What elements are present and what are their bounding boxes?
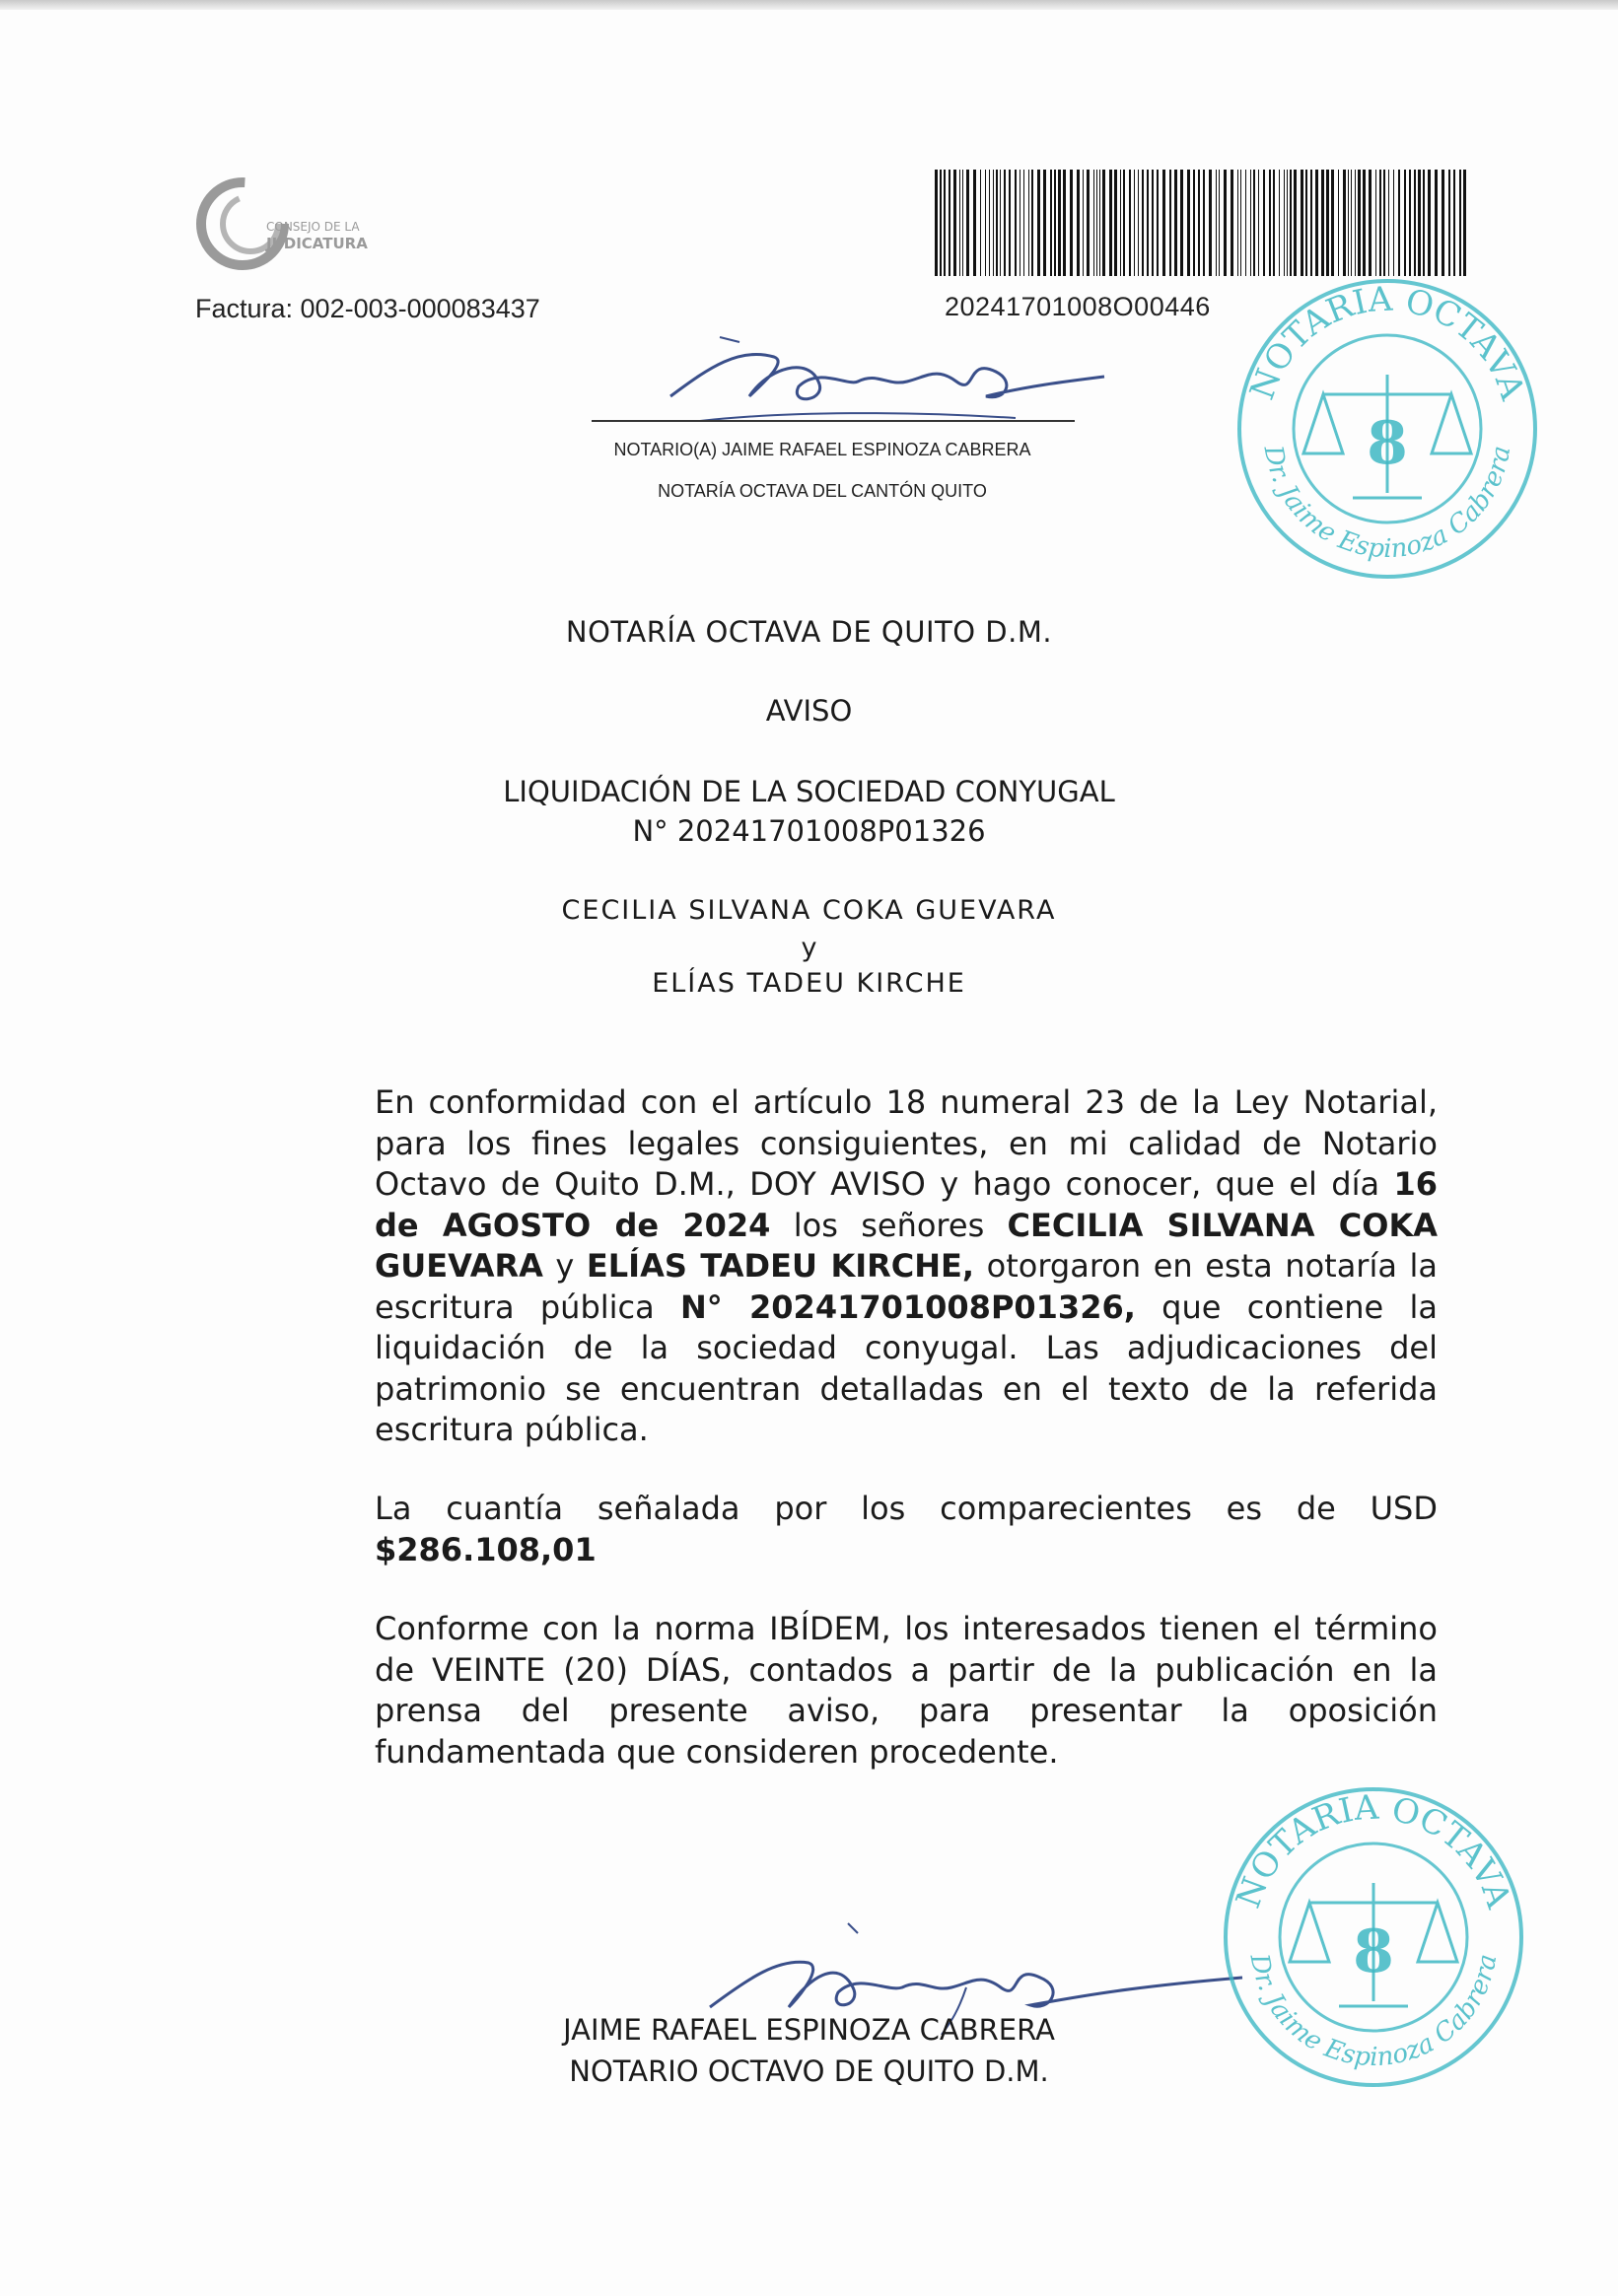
barcode-bar [1058, 170, 1061, 276]
barcode-number: 20241701008O00446 [945, 292, 1211, 321]
notary-office-small: NOTARÍA OCTAVA DEL CANTÓN QUITO [658, 481, 987, 501]
barcode-bar [953, 170, 956, 276]
barcode-bar [1294, 170, 1297, 276]
barcode-bar [1343, 170, 1346, 276]
barcode-bar [935, 170, 938, 276]
barcode-bar [1087, 170, 1090, 276]
barcode-bar [1418, 170, 1421, 276]
seal-bottom-text-bottom: Dr. Jaime Espinoza Cabrera [1243, 1951, 1504, 2073]
barcode-bar [980, 170, 981, 276]
barcode-bar [1015, 170, 1017, 276]
barcode-bar [1187, 170, 1190, 276]
barcode-bar [1129, 170, 1131, 276]
barcode-bar [1070, 170, 1073, 276]
barcode-bar [940, 170, 942, 276]
barcode-bar [985, 170, 986, 276]
barcode-bar [1240, 170, 1241, 276]
barcode-bar [1063, 170, 1066, 276]
barcode-bar [1398, 170, 1400, 276]
barcode-bar [1263, 170, 1265, 276]
seal-top-text-bottom: NOTARIA OCTAVA [1229, 1787, 1518, 1913]
barcode-bar [1393, 170, 1394, 276]
seal-top-text: NOTARIA OCTAVA [1242, 279, 1532, 405]
barcode-bar [1428, 170, 1431, 276]
barcode-bar [949, 170, 950, 276]
barcode-bar [1152, 170, 1154, 276]
barcode-bar [1355, 170, 1356, 276]
barcode-bar [1114, 170, 1117, 276]
barcode-bar [1363, 170, 1366, 276]
barcode-bar [1442, 170, 1444, 276]
barcode-bar [1388, 170, 1389, 276]
barcode-bar [1379, 170, 1381, 276]
amount-value: $286.108,01 [375, 1530, 597, 1568]
barcode-bar [1351, 170, 1352, 276]
barcode-bar [1279, 170, 1280, 276]
signer-title: NOTARIO OCTAVO DE QUITO D.M. [569, 2054, 1049, 2088]
barcode-bar [1237, 170, 1238, 276]
barcode-bar [1162, 170, 1165, 276]
conjunction-heading: y [801, 933, 817, 963]
barcode-bar [996, 170, 998, 276]
barcode-bar [1463, 170, 1466, 276]
barcode-bar [1193, 170, 1195, 276]
barcode-bar [1224, 170, 1227, 276]
barcode-bar [1054, 170, 1056, 276]
barcode-bar [1404, 170, 1406, 276]
barcode-bar [1409, 170, 1411, 276]
barcode-bar [1219, 170, 1220, 276]
barcode-bar [1134, 170, 1135, 276]
barcode-bar [1093, 170, 1094, 276]
barcode-bar [1273, 170, 1275, 276]
barcode-bar [1099, 170, 1100, 276]
barcode-bar [1180, 170, 1183, 276]
barcode-bar [1031, 170, 1033, 276]
barcode-bar [1315, 170, 1318, 276]
signature-line [592, 420, 1075, 422]
party-two-heading: ELÍAS TADEU KIRCHE [652, 968, 966, 999]
barcode-bar [1358, 170, 1361, 276]
barcode-bar [1023, 170, 1024, 276]
barcode-bar [973, 170, 976, 276]
barcode-bar [944, 170, 946, 276]
barcode-bar [1028, 170, 1029, 276]
barcode-bar [1253, 170, 1255, 276]
barcode-bar [1109, 170, 1112, 276]
invoice-number: Factura: 002-003-000083437 [195, 294, 540, 323]
notice-paragraph-3: Conforme con la norma IBÍDEM, los interesados tienen el término de VEINTE (20) DÍAS, contados a partir de la publicación en la prensa del presente aviso, para presentar la oposición fundamentada que consideren procedente. [375, 1610, 1438, 1771]
logo-text-line1: CONSEJO DE LA [266, 220, 360, 234]
barcode-bar [1198, 170, 1200, 276]
barcode-bar [1290, 170, 1292, 276]
barcode-bar [1375, 170, 1376, 276]
subject-heading: LIQUIDACIÓN DE LA SOCIEDAD CONYUGAL [503, 775, 1115, 808]
party-one-name: CECILIA SILVANA COKA GUEVARA [375, 1206, 1438, 1285]
barcode-bar [1043, 170, 1046, 276]
barcode-bar [1077, 170, 1080, 276]
barcode-bar [1453, 170, 1455, 276]
barcode-bar [1138, 170, 1139, 276]
barcode-bar [1305, 170, 1307, 276]
barcode-bar [989, 170, 990, 276]
barcode-bar [1142, 170, 1144, 276]
barcode-bar [1174, 170, 1177, 276]
barcode-bar [1414, 170, 1416, 276]
barcode-bar [1096, 170, 1097, 276]
seal-emblem-number: 8 [1367, 409, 1408, 478]
barcode-bar [1037, 170, 1040, 276]
notary-seal-stamp [1225, 266, 1550, 591]
barcode-bar [1123, 170, 1125, 276]
deed-date: 16 de AGOSTO de 2024 [375, 1165, 1438, 1244]
barcode-bar [1231, 170, 1233, 276]
barcode-bar [1331, 170, 1334, 276]
barcode-bar [993, 170, 994, 276]
party-two-name: ELÍAS TADEU KIRCHE, [586, 1247, 975, 1285]
barcode-bar [1435, 170, 1438, 276]
barcode-bar [1169, 170, 1171, 276]
barcode-bar [1120, 170, 1121, 276]
barcode-bar [1083, 170, 1084, 276]
notary-seal-stamp-bottom [1211, 1774, 1536, 2100]
barcode-bar [1321, 170, 1324, 276]
barcode-bar [1147, 170, 1149, 276]
barcode-bar [1250, 170, 1251, 276]
barcode-bar [1203, 170, 1205, 276]
seal-bottom-text: Dr. Jaime Espinoza Cabrera [1257, 443, 1517, 565]
barcode-bar [1000, 170, 1001, 276]
barcode-bar [1326, 170, 1329, 276]
barcode-bar [1348, 170, 1349, 276]
barcode-bar [1338, 170, 1339, 276]
scan-edge [0, 0, 1618, 10]
deed-number: N° 20241701008P01326, [680, 1287, 1136, 1326]
barcode-bar [1245, 170, 1246, 276]
barcode-bar [1369, 170, 1372, 276]
party-one-heading: CECILIA SILVANA COKA GUEVARA [561, 895, 1057, 926]
barcode-bar [1157, 170, 1159, 276]
notice-paragraph-2: La cuantía señalada por los comparecientes es de USD $286.108,01 [375, 1490, 1438, 1568]
seal-emblem-number-bottom: 8 [1353, 1917, 1394, 1986]
barcode-bar [1209, 170, 1212, 276]
barcode-bar [959, 170, 960, 276]
barcode-bar [1216, 170, 1217, 276]
barcode-bar [1269, 170, 1271, 276]
barcode-bar [1258, 170, 1259, 276]
notice-paragraph-1: En conformidad con el artículo 18 numeral 23 de la Ley Notarial, para los fines legales consiguientes, en mi calidad de Notario Octavo de Quito D.M., DOY AVISO y hago conocer, que el día 16 de AGOSTO de 2024 los señores CECILIA SILVANA COKA GUEVARA y ELÍAS TADEU KIRCHE, otorgaron en esta notaría la escritura pública N° 20241701008P01326, que contiene la liquidación de la sociedad conyugal. Las adjudicaciones del patrimonio se encuentran detalladas en el texto de la referida escritura pública. [375, 1083, 1439, 1448]
barcode-bar [1423, 170, 1425, 276]
barcode-bar [1004, 170, 1006, 276]
barcode-bar [1009, 170, 1011, 276]
barcode-bar [1448, 170, 1450, 276]
barcode-bar [1310, 170, 1312, 276]
barcode-bar [966, 170, 969, 276]
barcode-bar [1287, 170, 1288, 276]
office-heading: NOTARÍA OCTAVA DE QUITO D.M. [565, 615, 1053, 649]
notary-name-small: NOTARIO(A) JAIME RAFAEL ESPINOZA CABRERA [613, 440, 1031, 459]
consejo-judicatura-logo [193, 170, 400, 278]
barcode-bar [1301, 170, 1303, 276]
signer-name: JAIME RAFAEL ESPINOZA CABRERA [563, 2013, 1055, 2047]
logo-text-line2: JUDICATURA [266, 235, 368, 252]
barcode-bar [962, 170, 963, 276]
barcode-bar [1284, 170, 1285, 276]
barcode-bar [1102, 170, 1105, 276]
barcode-bar [1383, 170, 1385, 276]
barcode-bar [1459, 170, 1461, 276]
deed-number-heading: N° 20241701008P01326 [632, 814, 986, 848]
notice-heading: AVISO [765, 694, 853, 728]
barcode [933, 170, 1471, 276]
barcode-bar [1050, 170, 1052, 276]
